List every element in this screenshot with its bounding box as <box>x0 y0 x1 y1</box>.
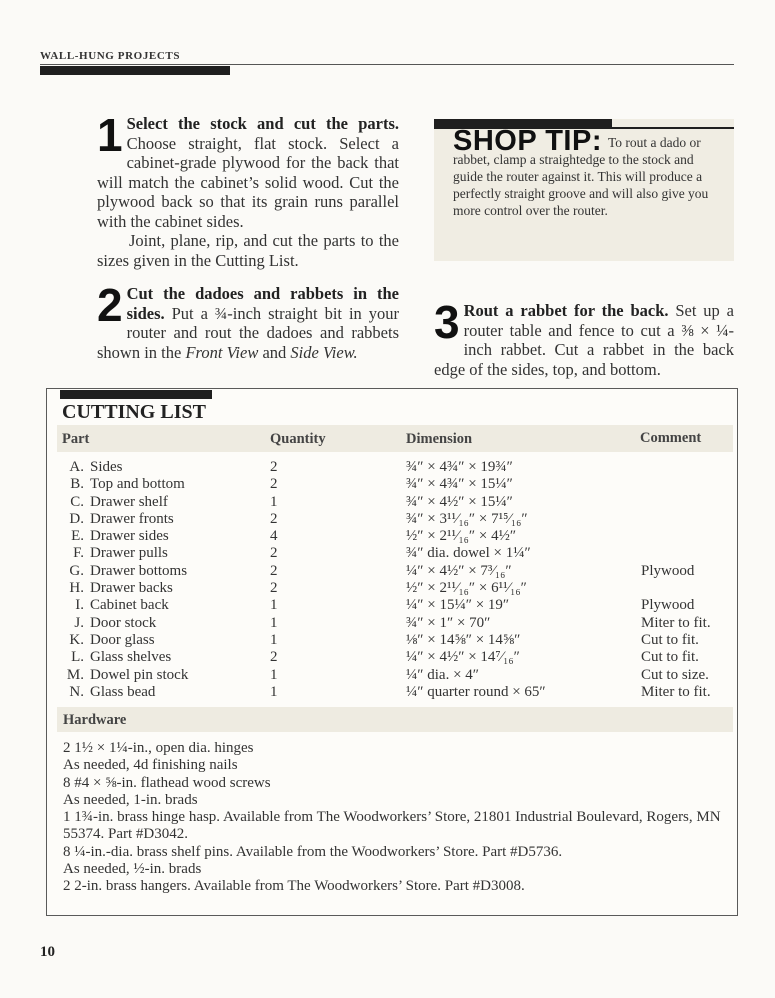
hardware-list <box>63 740 723 896</box>
part-name: Cabinet back <box>90 597 169 614</box>
part-letter: M. <box>66 666 84 683</box>
hardware-item: 8 #4 × ⅝-in. flathead wood screws <box>63 774 271 791</box>
table-row <box>0 476 775 493</box>
running-head: WALL-HUNG PROJECTS <box>40 50 181 62</box>
shop-tip-title: SHOP TIP: <box>453 125 602 157</box>
part-letter: A. <box>69 459 84 475</box>
step-text: Put a ¾-inch straight bit in your router and rout the dadoes and rabbets shown in the <box>97 303 399 362</box>
side-view-reference: Side View. <box>290 342 358 362</box>
table-row <box>0 597 775 614</box>
part-quantity: 1 <box>270 631 278 648</box>
part-dimension: ¾″ × 4¾″ × 15¼″ <box>406 476 513 493</box>
part-comment: Miter to fit. <box>641 683 711 700</box>
part-letter: F. <box>73 545 84 562</box>
column-header-quantity: Quantity <box>270 431 326 447</box>
part-dimension: ¾″ × 3¹¹⁄₁₆″ × 7¹⁵⁄₁₆″ <box>406 510 528 527</box>
step-text: Set up a router table and fence to cut a ⅜ × ¼-inch rabbet. Cut a rabbet in the back edge of the sides, top, and bottom. <box>434 301 734 379</box>
hardware-item: As needed, 1-in. brads <box>63 791 198 808</box>
step-number: 2 <box>97 279 123 331</box>
part-name: Sides <box>90 459 123 475</box>
part-dimension: ¼″ × 4½″ × 7³⁄₁₆″ <box>406 562 512 579</box>
part-name: Drawer backs <box>90 580 173 597</box>
part-name: Glass shelves <box>90 649 172 666</box>
table-row <box>0 667 775 684</box>
part-letter: C. <box>70 493 84 510</box>
step-heading: Cut the dadoes and rabbets in the sides. <box>126 284 399 323</box>
shop-tip-rule <box>612 127 734 129</box>
table-row <box>0 684 775 701</box>
part-quantity: 4 <box>270 528 278 545</box>
part-letter: L. <box>71 649 84 666</box>
part-letter: G. <box>69 562 84 579</box>
part-name: Drawer fronts <box>90 510 174 527</box>
part-letter: D. <box>69 510 84 527</box>
step-1 <box>97 109 399 270</box>
column-header-band <box>57 425 733 452</box>
step-2 <box>97 279 399 362</box>
part-name: Drawer pulls <box>90 545 168 562</box>
part-quantity: 2 <box>270 510 278 527</box>
column-header-comment: Comment <box>640 430 702 446</box>
part-letter: E. <box>71 528 84 545</box>
part-dimension: ¾″ × 4¾″ × 19¾″ <box>406 459 513 475</box>
part-quantity: 1 <box>270 493 278 510</box>
column-header-dimension: Dimension <box>406 431 473 447</box>
hardware-item: 8 ¼-in.-dia. brass shelf pins. Available from the Woodworkers’ Store. Part #D5736. <box>63 843 563 860</box>
part-letter: I. <box>75 597 84 614</box>
step-text-continued: Joint, plane, rip, and cut the parts to the sizes given in the Cutting List. <box>97 231 399 270</box>
table-row <box>0 632 775 649</box>
hardware-item: 2 1½ × 1¼-in., open dia. hinges <box>63 740 254 756</box>
part-name: Dowel pin stock <box>90 666 189 683</box>
step-3 <box>434 296 734 379</box>
part-name: Drawer shelf <box>90 493 168 510</box>
part-dimension: ¾″ × 4½″ × 15¼″ <box>406 493 513 510</box>
part-quantity: 2 <box>270 476 278 493</box>
step-heading: Rout a rabbet for the back. <box>463 301 669 320</box>
part-comment: Cut to fit. <box>641 631 699 648</box>
shop-tip-text: To rout a dado or rabbet, clamp a straightedge to the stock and guide the router against it. This will produce a perfectly straight groove and will also give you more control over the router. <box>453 135 709 218</box>
step-heading: Select the stock and cut the parts. <box>126 114 399 133</box>
part-comment: Plywood <box>641 597 695 614</box>
part-quantity: 2 <box>270 649 278 666</box>
page-number: 10 <box>40 944 55 960</box>
table-row <box>0 580 775 597</box>
part-name: Glass bead <box>90 683 156 700</box>
part-quantity: 2 <box>270 545 278 562</box>
part-dimension: ¾″ dia. dowel × 1¼″ <box>406 545 531 562</box>
part-name: Door stock <box>90 614 157 631</box>
part-dimension: ¼″ quarter round × 65″ <box>406 683 546 700</box>
step-number: 3 <box>434 296 460 348</box>
part-dimension: ¼″ dia. × 4″ <box>406 666 480 683</box>
hardware-item: As needed, 4d finishing nails <box>63 757 238 774</box>
header-bar <box>40 66 230 75</box>
part-quantity: 2 <box>270 580 278 597</box>
shop-tip-box <box>434 119 734 261</box>
part-letter: H. <box>69 580 84 597</box>
hardware-item: 2 2-in. brass hangers. Available from The Woodworkers’ Store. Part #D3008. <box>63 878 525 895</box>
part-dimension: ½″ × 2¹¹⁄₁₆″ × 6¹¹⁄₁₆″ <box>406 580 527 597</box>
front-view-reference: Front View <box>185 342 259 362</box>
table-row <box>0 615 775 632</box>
part-name: Door glass <box>90 631 155 648</box>
header-rule <box>40 64 734 65</box>
hardware-item: 1 1¾-in. brass hinge hasp. Available from The Woodworkers’ Store, 21801 Industrial Boulevard, Rogers, MN 55374. Part #D3042. <box>63 809 721 843</box>
step-text-and: and <box>258 342 291 362</box>
part-quantity: 2 <box>270 459 278 475</box>
part-dimension: ¼″ × 15¼″ × 19″ <box>406 597 510 614</box>
hardware-item: As needed, ½-in. brads <box>63 861 202 878</box>
part-comment: Miter to fit. <box>641 614 711 631</box>
table-row <box>0 563 775 580</box>
part-comment: Cut to size. <box>641 666 709 683</box>
table-row <box>0 511 775 528</box>
part-quantity: 1 <box>270 597 278 614</box>
table-row <box>0 494 775 511</box>
table-row <box>0 545 775 562</box>
part-dimension: ⅛″ × 14⅝″ × 14⅝″ <box>406 631 521 648</box>
part-name: Drawer sides <box>90 528 169 545</box>
part-dimension: ¼″ × 4½″ × 14⁷⁄₁₆″ <box>406 649 520 666</box>
table-row <box>0 459 775 476</box>
part-quantity: 2 <box>270 562 278 579</box>
part-dimension: ¾″ × 1″ × 70″ <box>406 614 491 631</box>
column-header-part: Part <box>62 431 90 447</box>
part-letter: N. <box>69 683 84 700</box>
part-comment: Plywood <box>641 562 695 579</box>
part-dimension: ½″ × 2¹¹⁄₁₆″ × 4½″ <box>406 528 517 545</box>
part-name: Drawer bottoms <box>90 562 188 579</box>
part-name: Top and bottom <box>90 476 185 493</box>
step-text: Choose straight, flat stock. Select a cabinet-grade plywood for the back that will match the cabinet’s solid wood. Cut the plywood back so that its grain runs parallel with the cabinet sides. <box>97 133 399 231</box>
part-quantity: 1 <box>270 614 278 631</box>
table-row <box>0 528 775 545</box>
table-row <box>0 649 775 666</box>
cutting-list-title: CUTTING LIST <box>62 401 206 423</box>
cutting-list-bar <box>60 390 212 399</box>
hardware-title: Hardware <box>63 712 127 728</box>
part-quantity: 1 <box>270 683 278 700</box>
cutting-list-rows <box>0 459 775 701</box>
step-number: 1 <box>97 109 123 161</box>
part-letter: B. <box>70 476 84 493</box>
hardware-band <box>57 707 733 732</box>
part-quantity: 1 <box>270 666 278 683</box>
part-letter: K. <box>69 631 84 648</box>
part-comment: Cut to fit. <box>641 649 699 666</box>
part-letter: J. <box>74 614 84 631</box>
